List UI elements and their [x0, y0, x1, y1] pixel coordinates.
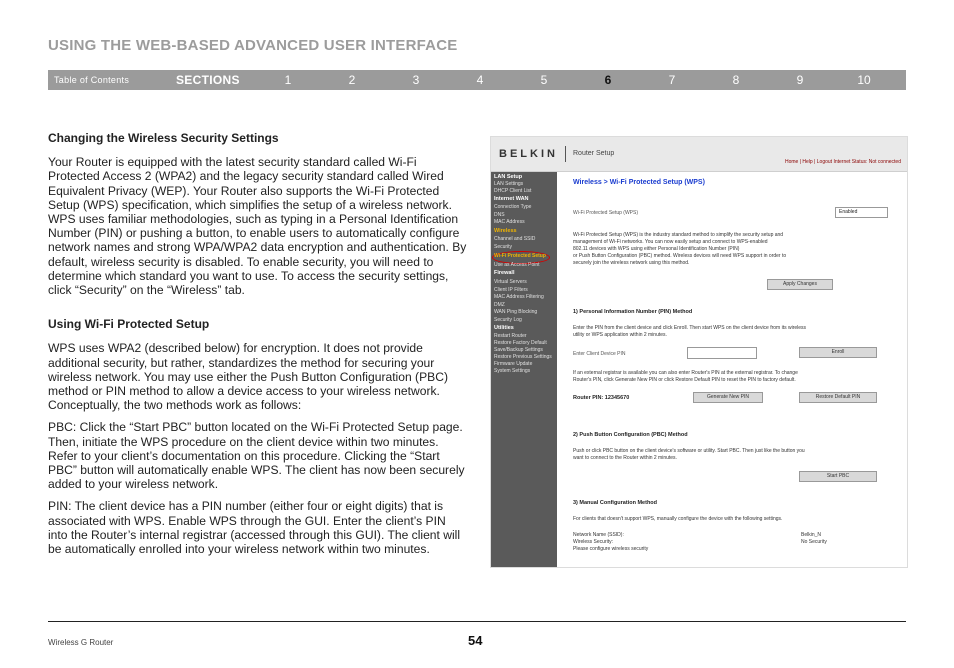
pbc-desc-1: Push or click PBC button on the client device's software or utility. Start PBC. Then just like the button you [573, 448, 805, 454]
sidebar-item[interactable]: DMZ [494, 302, 505, 308]
pin-desc-2: utility or WPS application within 2 minutes. [573, 332, 667, 338]
sidebar-item[interactable]: Wi-Fi Protected Setup [494, 253, 546, 259]
wps-page-title: Wireless > Wi-Fi Protected Setup (WPS) [573, 179, 705, 186]
heading-using-wps: Using Wi-Fi Protected Setup [48, 317, 210, 332]
top-links[interactable]: Home | Help | Logout Internet Status: Not connected [785, 159, 901, 165]
manual-desc: For clients that doesn't support WPS, manually configure the device with the following settings. [573, 516, 783, 522]
sidebar-item[interactable]: Connection Type [494, 204, 532, 210]
ssid-value: Belkin_N [801, 532, 822, 538]
restore-pin-button[interactable]: Restore Default PIN [799, 392, 877, 403]
wps-desc-5: securely join the wireless network using this method. [573, 260, 690, 266]
wps-desc-3: 802.11 devices with WPS using either Personal Identification Number (PIN) [573, 246, 740, 252]
pbc-method-heading: 2) Push Button Configuration (PBC) Method [573, 432, 688, 438]
section-link-6[interactable]: 6 [604, 73, 612, 87]
sidebar-item[interactable]: Use as Access Point [494, 262, 540, 268]
section-nav-bar [48, 70, 906, 90]
sidebar-item[interactable]: Wireless [494, 228, 517, 234]
paragraph-intro: Your Router is equipped with the latest security standard called Wi-Fi Protected Access 2 (WPA2) and the legacy security standard called Wired Equivalent Privacy (WEP). Your Router also supports the Wi-Fi Protected Setup (WPS) specification, which simplifies the setup of a wireless network. WPS uses familiar methodologies, such as typing in a Personal Identification Number (PIN) or pushing a button, to enable users to automatically configure network names and strong WPA/WPA2 data encryption and authentication. By default, wireless security is disabled. To enable security, you will need to determine which standard you want to use. To access the security settings, click “Security” on the “Wireless” tab. [48, 155, 467, 298]
sidebar-item[interactable]: Channel and SSID [494, 236, 536, 242]
sidebar-item[interactable]: Save/Backup Settings [494, 347, 543, 353]
sections-label: SECTIONS [176, 73, 240, 87]
sidebar-item[interactable]: MAC Address [494, 219, 525, 225]
section-link-10[interactable]: 10 [857, 73, 871, 87]
belkin-logo: BELKIN [499, 148, 558, 160]
article-text [48, 131, 468, 564]
paragraph-wps: WPS uses WPA2 (described below) for encryption. It does not provide additional security, but rather, standardizes the method for securing your wireless network. You may use either the Push Button Configuration (PBC) method or PIN method to allow a device access to your wireless network. Conceptually, the two methods work as follows: [48, 341, 448, 413]
sidebar-item[interactable]: LAN Settings [494, 181, 524, 187]
enroll-button[interactable]: Enroll [799, 347, 877, 358]
sidebar-item[interactable]: Virtual Servers [494, 279, 527, 285]
start-pbc-button[interactable]: Start PBC [799, 471, 877, 482]
sidebar-item[interactable]: Security [494, 244, 513, 250]
section-link-2[interactable]: 2 [348, 73, 356, 87]
section-link-1[interactable]: 1 [284, 73, 292, 87]
footer-divider [48, 621, 906, 622]
page-title: USING THE WEB-BASED ADVANCED USER INTERFACE [48, 37, 458, 54]
sidebar-item[interactable]: LAN Setup [494, 174, 523, 180]
heading-changing-security: Changing the Wireless Security Settings [48, 131, 279, 145]
sidebar-item[interactable]: System Settings [494, 368, 531, 374]
router-sidebar [491, 172, 557, 567]
wps-select[interactable]: Enabled [835, 207, 888, 218]
footer-page-number: 54 [468, 633, 483, 648]
sidebar-item[interactable]: Internet WAN [494, 196, 529, 202]
logo-divider [565, 146, 566, 162]
pin-desc-1: Enter the PIN from the client device and click Enroll. Then start WPS on the client device from its wireless [573, 325, 807, 331]
generate-pin-button[interactable]: Generate New PIN [693, 392, 763, 403]
sidebar-item[interactable]: MAC Address Filtering [494, 294, 544, 300]
router-main-panel [557, 172, 907, 567]
section-link-5[interactable]: 5 [540, 73, 548, 87]
section-link-9[interactable]: 9 [796, 73, 804, 87]
paragraph-pbc: PBC: Click the “Start PBC” button located on the Wi-Fi Protected Setup page. Then, initiate the WPS procedure on the client device within two minutes. Refer to your client’s documentation on this procedure. Clicking the “Start PBC” button will automatically enable WPS. The client has now been securely added to your wireless network. [48, 420, 465, 492]
security-value: No Security [801, 539, 827, 545]
table-of-contents-link[interactable]: Table of Contents [54, 75, 130, 85]
sidebar-item[interactable]: Security Log [494, 317, 522, 323]
pin-method-heading: 1) Personal Information Number (PIN) Method [573, 309, 693, 315]
sidebar-item[interactable]: DNS [494, 212, 505, 218]
security-label: Wireless Security: [573, 539, 614, 545]
router-header [491, 137, 907, 172]
router-setup-screenshot [490, 136, 908, 568]
footer-product-name: Wireless G Router [48, 638, 114, 647]
sidebar-item[interactable]: Utilities [494, 325, 514, 331]
section-link-3[interactable]: 3 [412, 73, 420, 87]
sidebar-item[interactable]: Restore Previous Settings [494, 354, 552, 360]
sidebar-item[interactable]: Firmware Update [494, 361, 533, 367]
wps-desc-1: Wi-Fi Protected Setup (WPS) is the industry standard method to simplify the security setup and [573, 232, 784, 238]
paragraph-pin: PIN: The client device has a PIN number (either four or eight digits) that is associated with WPS. Enable WPS through the GUI. Enter the client’s PIN into the Router’s internal registrar (accessed through this GUI). The client will be automatically enrolled into your wireless network within two minutes. [48, 499, 461, 557]
external-desc-1: If an external registrar is available you can also enter Router's PIN at the external registrar. To change [573, 370, 798, 376]
sidebar-item[interactable]: DHCP Client List [494, 188, 532, 194]
wps-desc-4: or Push Button Configuration (PBC) method. Wireless devices will need WPS support in order to [573, 253, 787, 259]
wps-label: Wi-Fi Protected Setup (WPS) [573, 210, 639, 216]
router-pin: Router PIN: 12345670 [573, 395, 630, 401]
enter-pin-label: Enter Client Device PIN [573, 351, 626, 357]
sidebar-item[interactable]: WAN Ping Blocking [494, 309, 538, 315]
sidebar-item[interactable]: Restart Router [494, 333, 527, 339]
section-link-4[interactable]: 4 [476, 73, 484, 87]
sidebar-item[interactable]: Restore Factory Default [494, 340, 547, 346]
configure-security-link[interactable]: Please configure wireless security [573, 546, 649, 552]
manual-method-heading: 3) Manual Configuration Method [573, 500, 658, 506]
sidebar-item[interactable]: Client IP Filters [494, 287, 528, 293]
sidebar-item[interactable]: Firewall [494, 270, 515, 276]
router-setup-title: Router Setup [573, 150, 615, 157]
pbc-desc-2: want to connect to the Router within 2 minutes. [573, 455, 677, 461]
ssid-label: Network Name (SSID): [573, 532, 624, 538]
wps-desc-2: management of Wi-Fi networks. You can now easily setup and connect to WPS-enabled [573, 239, 768, 245]
apply-changes-button[interactable]: Apply Changes [767, 279, 833, 290]
client-pin-input[interactable] [687, 347, 757, 359]
external-desc-2: Router's PIN, click Generate New PIN or click Restore Default PIN to reset the PIN to factory default. [573, 377, 796, 383]
section-link-8[interactable]: 8 [732, 73, 740, 87]
section-link-7[interactable]: 7 [668, 73, 676, 87]
